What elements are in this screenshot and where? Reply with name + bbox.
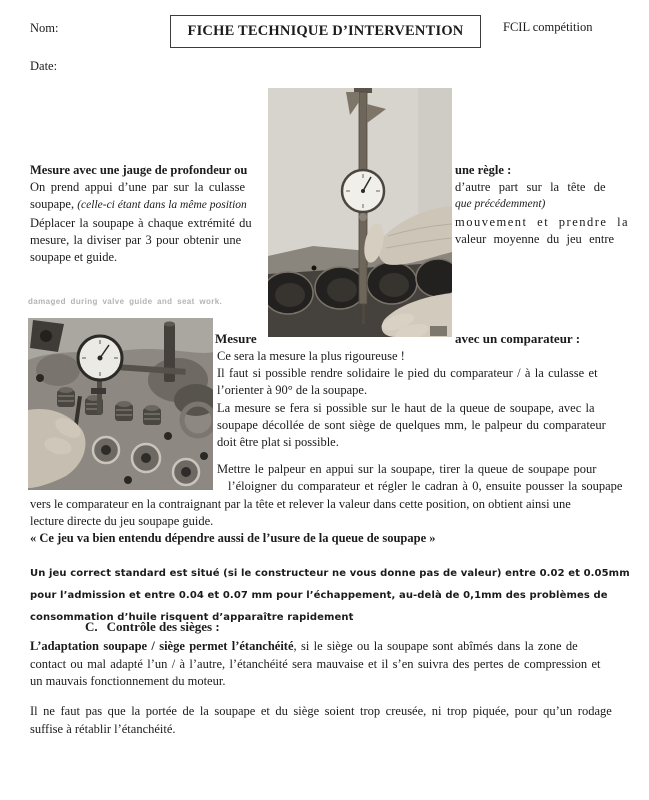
text-line: Il ne faut pas que la portée de la soupape et du siège soient trop creusée, ni trop piquée, pour qu’un rodage [30,704,612,718]
comparator-paragraph-3 [30,496,571,548]
org-label: FCIL compétition [503,20,593,34]
title-box [170,15,481,48]
text-line: Déplacer la soupape à chaque extrémité du [30,215,252,230]
bold-lead: L’adaptation soupape / siège permet l’étanchéité [30,639,294,653]
text-line: suffise à rétablir l’étanchéité. [30,721,176,736]
comparator-paragraph-2 [217,461,622,495]
text-line: vers le comparateur en la contraignant par la tête et relever la valeur dans cette position, on obtient ainsi une [30,497,571,511]
text-fragment: soupape, [30,197,75,212]
text-line: un mauvais fonctionnement du moteur. [30,674,226,688]
rule-heading: une règle : [455,163,512,177]
text-line-italic: que précédemment) [455,198,546,211]
text-line: soupape et guide. [30,250,118,265]
watch-graphic [430,326,447,336]
text-line: l’éloigner du comparateur et régler le cadran à 0, ensuite pousser la soupape [228,479,623,494]
text-line: Ce sera la mesure la plus rigoureuse ! [217,349,405,363]
seats-heading-text: Contrôle des sièges : [106,619,220,634]
comparator-heading-right: avec un comparateur : [455,331,581,346]
photo-dial-indicator-cylinder-head [28,318,213,490]
text-line: contact ou mal adapté l’un / à l’autre, l’étanchéité sera mauvaise et il s’en suivra des pertes de compression et [30,656,601,671]
depth-gauge-right-text [455,162,638,248]
seats-paragraph [30,638,601,691]
text-line: mouvement et prendre la [455,214,630,229]
name-field-label: Nom: [30,21,59,35]
date-field-label: Date: [30,59,58,73]
depth-gauge-left-text [30,162,269,266]
text-line: d’autre part sur la tête de [455,180,606,195]
comparator-paragraph [217,348,606,451]
closing-paragraph [30,703,612,738]
list-marker: C. [85,619,98,634]
text-line: La mesure se fera si possible sur le haut de la queue de soupape, avec la [217,400,595,415]
text-line: Il faut si possible rendre solidaire le pied du comparateur / à la culasse et [217,366,598,381]
page-title: FICHE TECHNIQUE D’INTERVENTION [187,23,464,39]
faint-stray-caption: damaged during valve guide and seat work. [28,297,223,306]
text-fragment: , si le siège ou la soupape sont abîmés dans la zone de [293,639,578,653]
seats-section-heading [85,619,220,635]
text-line [30,196,269,214]
text-line: pour l’admission et entre 0.04 et 0.07 mm pour l’échappement, au-delà de 0,1mm des problèmes de [30,590,608,601]
text-line: soupape décollée de sont siège de quelques mm, le palpeur du comparateur [217,417,606,432]
text-line: On prend appui d’une par sur la culasse [30,180,245,195]
text-fragment-italic: (celle-ci étant dans la même position [77,199,247,212]
text-line: valeur moyenne du jeu entre [455,231,615,246]
text-line: Mettre le palpeur en appui sur la soupape, tirer la queue de soupape pour [217,462,597,476]
text-line: l’orienter à 90° de la soupape. [217,383,368,398]
text-line: lecture directe du jeu soupape guide. [30,514,214,529]
text-line: Un jeu correct standard est situé (si le constructeur ne vous donne pas de valeur) entre 0.02 et 0.05mm [30,568,630,579]
comparator-heading-left: Mesure [215,331,257,346]
text-line: consommation d’huile risquent d’apparaître rapidement [30,612,354,623]
text-line: mesure, la diviser par 3 pour obtenir une [30,232,242,247]
depth-gauge-heading: Mesure avec une jauge de profondeur ou [30,163,248,177]
photo-caliper-depth-measurement [268,88,452,337]
text-line: doit être plat si possible. [217,435,339,450]
text-line [30,638,601,656]
wear-quote: « Ce jeu va bien entendu dépendre aussi de l’usure de la queue de soupape » [30,531,436,546]
